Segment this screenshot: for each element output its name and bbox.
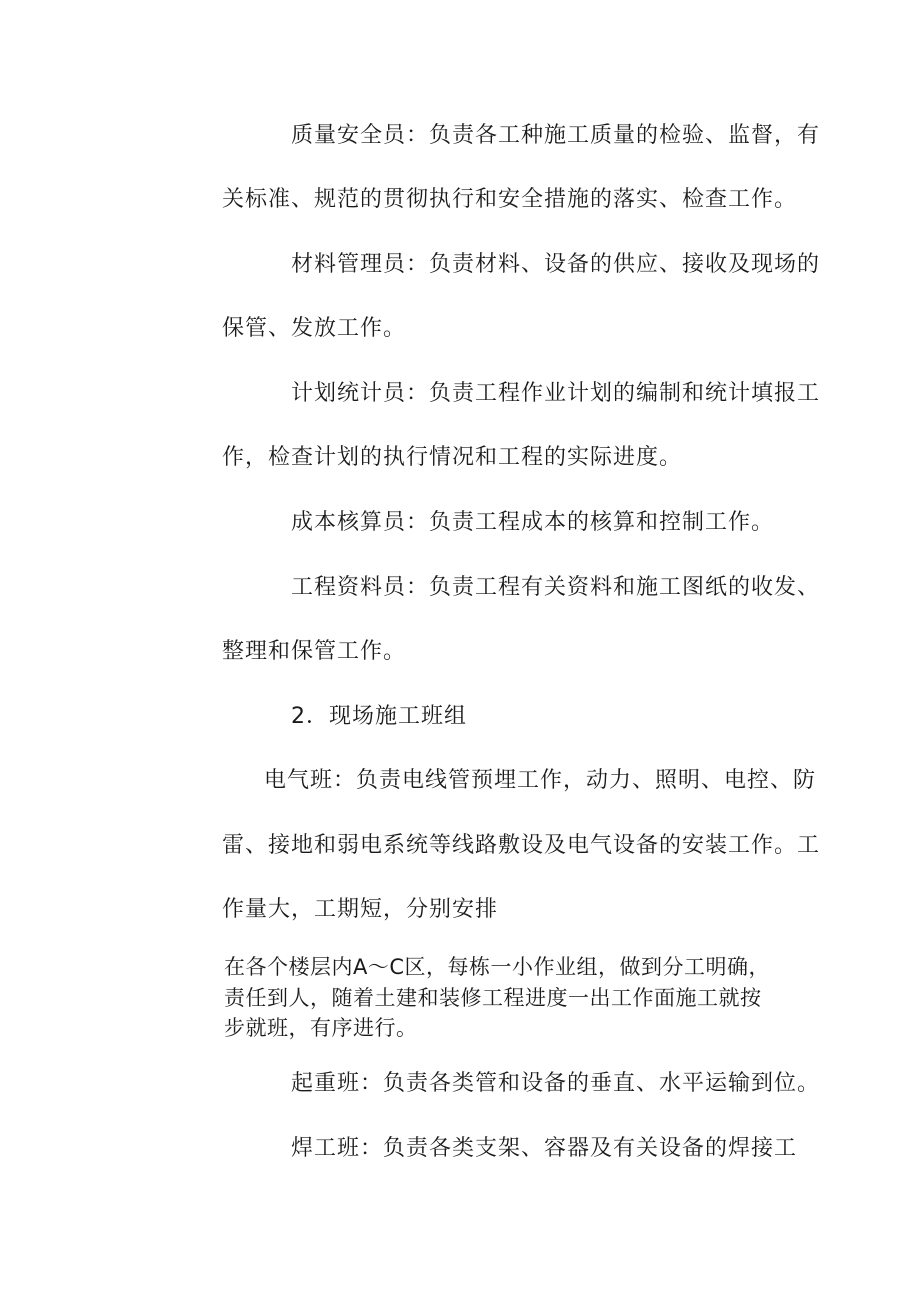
paragraph-line: 材料管理员：负责材料、设备的供应、接收及现场的 xyxy=(291,252,821,277)
paragraph-line: 责任到人，随着土建和装修工程进度一出工作面施工就按 xyxy=(224,986,762,1010)
paragraph-line: 保管、发放工作。 xyxy=(222,316,407,341)
paragraph-line: 电气班：负责电线管预埋工作，动力、照明、电控、防 xyxy=(264,768,817,793)
paragraph-line: 关标准、规范的贯彻执行和安全措施的落实、检查工作。 xyxy=(222,187,798,212)
paragraph-line: 雷、接地和弱电系统等线路敷设及电气设备的安装工作。工 xyxy=(222,833,821,858)
paragraph-line: 质量安全员：负责各工种施工质量的检验、监督，有 xyxy=(291,123,821,148)
paragraph-line: 起重班：负责各类管和设备的垂直、水平运输到位。 xyxy=(291,1071,821,1096)
paragraph-line: 整理和保管工作。 xyxy=(222,639,407,664)
paragraph-line: 在各个楼层内A～C区，每栋一小作业组，做到分工明确， xyxy=(224,955,771,979)
paragraph-line: 作量大，工期短，分别安排 xyxy=(222,897,499,922)
paragraph-line: 作，检查计划的执行情况和工程的实际进度。 xyxy=(222,445,683,470)
paragraph-line: 工程资料员：负责工程有关资料和施工图纸的收发、 xyxy=(291,575,821,600)
paragraph-line: 成本核算员：负责工程成本的核算和控制工作。 xyxy=(291,510,775,535)
paragraph-line: 步就班，有序进行。 xyxy=(224,1016,418,1040)
paragraph-line: 计划统计员：负责工程作业计划的编制和统计填报工 xyxy=(291,381,821,406)
section-heading: 2．现场施工班组 xyxy=(291,704,467,729)
paragraph-line: 焊工班：负责各类支架、容器及有关设备的焊接工 xyxy=(291,1136,798,1161)
